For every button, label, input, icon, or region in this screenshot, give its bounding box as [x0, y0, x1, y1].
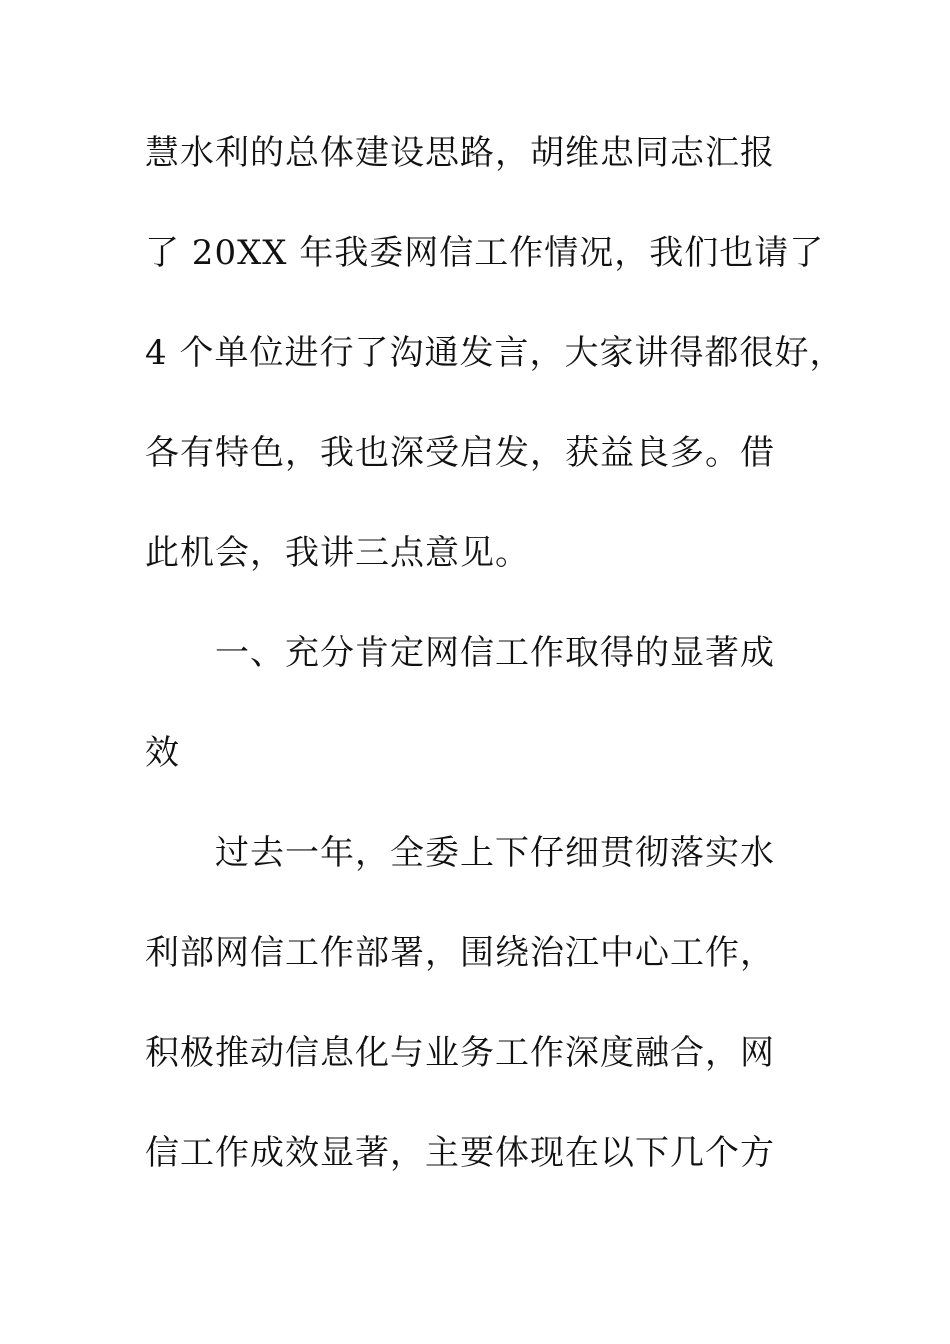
text-line: 信工作成效显著，主要体现在以下几个方 — [145, 1133, 775, 1173]
section-heading-continuation: 效 — [145, 733, 180, 773]
text-line: 利部网信工作部署，围绕治江中心工作， — [145, 933, 775, 973]
text-line: 积极推动信息化与业务工作深度融合，网 — [145, 1033, 775, 1073]
section-heading: 一、充分肯定网信工作取得的显著成 — [215, 633, 775, 673]
text-line: 慧水利的总体建设思路，胡维忠同志汇报 — [145, 133, 775, 173]
text-line: 此机会，我讲三点意见。 — [145, 533, 530, 573]
text-line: 4 个单位进行了沟通发言，大家讲得都很好， — [145, 333, 845, 373]
text-line: 各有特色，我也深受启发，获益良多。借 — [145, 433, 775, 473]
paragraph-start-line: 过去一年，全委上下仔细贯彻落实水 — [215, 833, 775, 873]
text-line: 了 20XX 年我委网信工作情况，我们也请了 — [145, 233, 825, 273]
